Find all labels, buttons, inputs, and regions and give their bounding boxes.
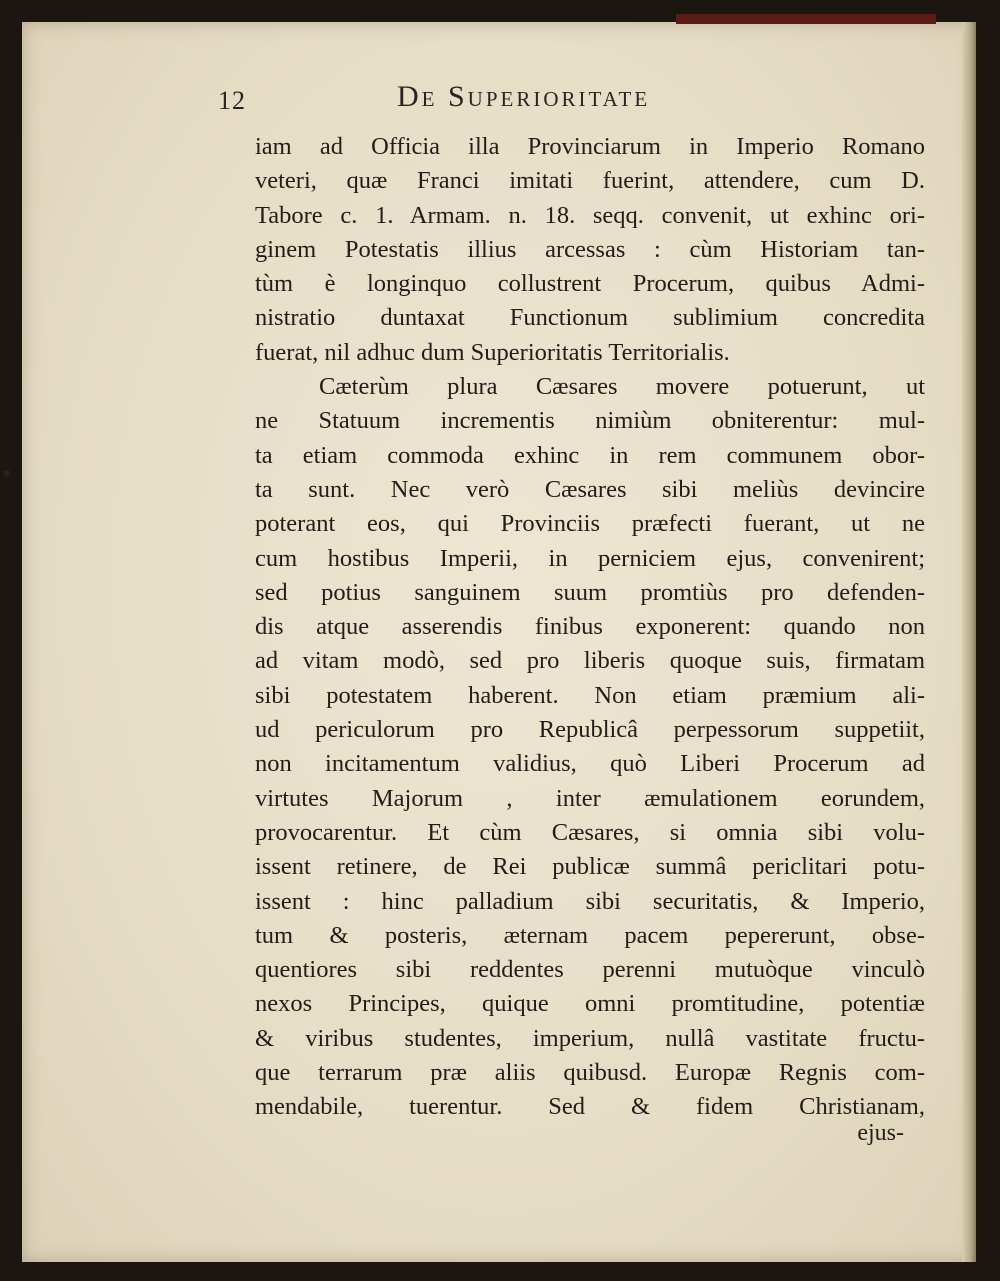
running-head-title: De Superioritate	[397, 80, 651, 113]
text-line: ginem Potestatis illius arcessas : cùm Historiam tan-	[255, 235, 925, 263]
text-line: que terrarum præ aliis quibusd. Europæ Regnis com-	[255, 1059, 925, 1087]
text-line: non incitamentum validius, quò Liberi Procerum ad	[255, 750, 925, 778]
margin-ink-spot	[4, 470, 10, 476]
catchword: ejus-	[857, 1120, 904, 1146]
text-line: poterant eos, qui Provinciis præfecti fuerant, ut ne	[255, 510, 925, 538]
text-line: nistratio duntaxat Functionum sublimium concredita	[255, 304, 925, 332]
text-line: ta sunt. Nec verò Cæsares sibi meliùs devincire	[255, 475, 925, 503]
running-head	[22, 76, 976, 126]
text-line: quentiores sibi reddentes perenni mutuòque vinculò	[255, 956, 925, 984]
text-line: cum hostibus Imperii, in perniciem ejus, convenirent;	[255, 544, 925, 572]
body-text	[255, 130, 925, 1125]
text-line: provocarentur. Et cùm Cæsares, si omnia sibi volu-	[255, 818, 925, 846]
text-line: & viribus studentes, imperium, nullâ vastitate fructu-	[255, 1024, 925, 1052]
text-line: iam ad Officia illa Provinciarum in Imperio Romano	[255, 133, 925, 160]
text-line: tùm è longinquo collustrent Procerum, quibus Admi-	[255, 270, 925, 298]
text-line: Tabore c. 1. Armam. n. 18. seqq. convenit, ut exhinc ori-	[255, 201, 925, 229]
text-line: ad vitam modò, sed pro liberis quoque suis, firmatam	[255, 647, 925, 675]
text-line: ne Statuum incrementis nimiùm obniterentur: mul-	[255, 407, 925, 435]
text-line: fuerat, nil adhuc dum Superioritatis Territorialis.	[255, 338, 730, 366]
text-line: ta etiam commoda exhinc in rem communem obor-	[255, 441, 925, 469]
text-line: issent : hinc palladium sibi securitatis, & Imperio,	[255, 887, 925, 915]
text-line: ud periculorum pro Republicâ perpessorum suppetiit,	[255, 716, 925, 744]
text-line: tum & posteris, æternam pacem pepererunt, obse-	[255, 921, 925, 949]
page-number: 12	[218, 86, 246, 115]
top-edge-stain	[676, 14, 936, 24]
text-line: nexos Principes, quique omni promtitudine, potentiæ	[255, 990, 925, 1018]
book-page	[22, 22, 976, 1262]
text-line: veteri, quæ Franci imitati fuerint, attendere, cum D.	[255, 167, 925, 195]
text-line-paragraph-start: Cæterùm plura Cæsares movere potuerunt, ut	[319, 373, 925, 401]
text-line: mendabile, tuerentur. Sed & fidem Christianam,	[255, 1093, 925, 1121]
text-line: sed potius sanguinem suum promtiùs pro defenden-	[255, 578, 925, 606]
text-line: sibi potestatem haberent. Non etiam præmium ali-	[255, 681, 925, 709]
text-line: virtutes Majorum , inter æmulationem eorundem,	[255, 784, 925, 812]
page-edge-shadow	[962, 22, 976, 1262]
text-line: dis atque asserendis finibus exponerent: quando non	[255, 613, 925, 641]
text-line: issent retinere, de Rei publicæ summâ periclitari potu-	[255, 853, 925, 881]
